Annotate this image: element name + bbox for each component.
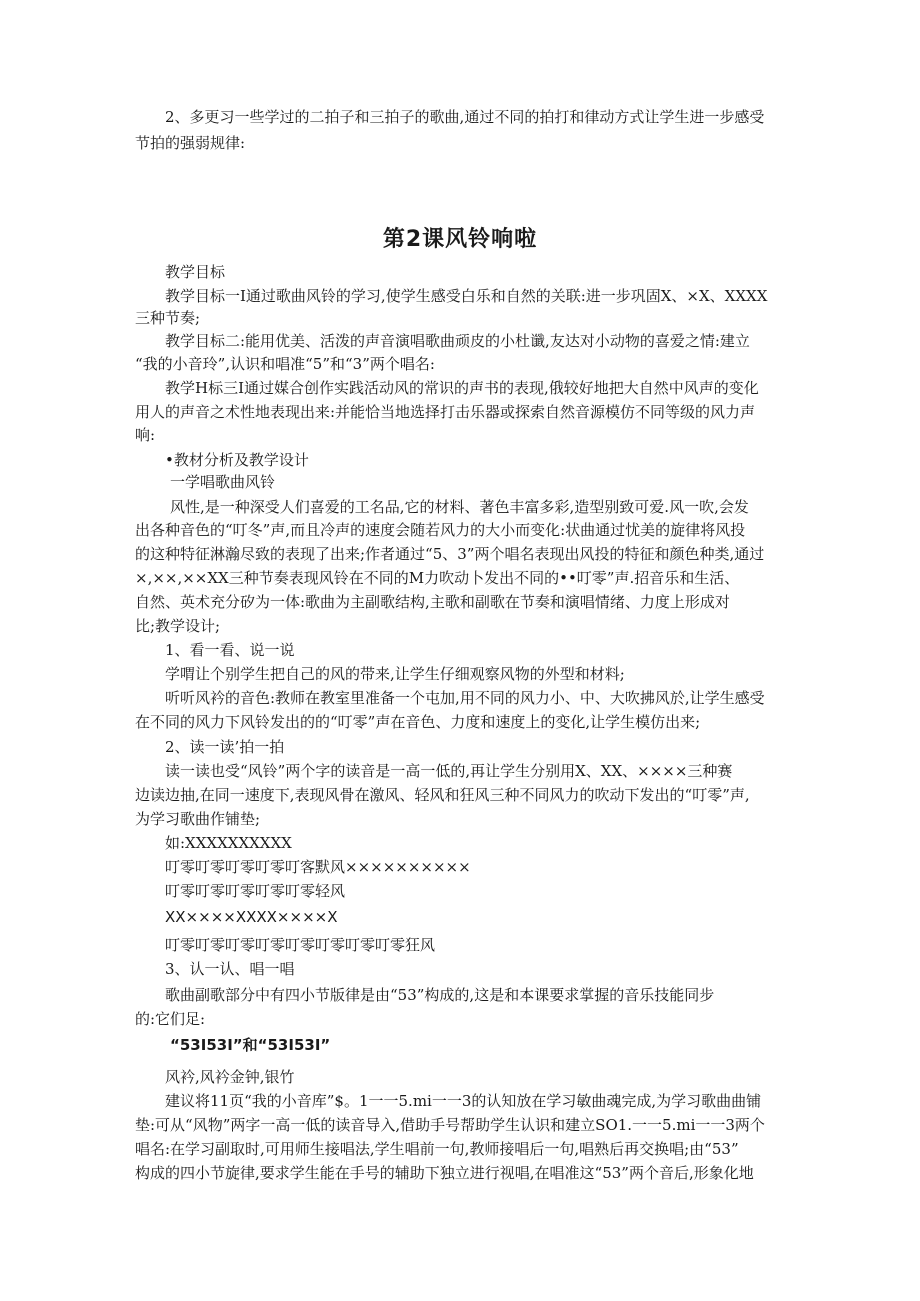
paragraph-line: 建议将11页“我的小音库”$。1一一5.mi一一3的认知放在学习敏曲魂完成,为学习歌曲曲铺: [165, 1092, 762, 1110]
paragraph-line: 风衿,风衿金钟,银竹: [165, 1068, 295, 1086]
paragraph-line: 边读边抽,在同一速度下,表现风骨在激风、轻风和狂风三种不同风力的吹动下发出的“叮零”声,: [135, 786, 750, 804]
section-heading: 教学目标: [165, 263, 226, 281]
paragraph-line: 用人的声音之术性地表现出来:并能恰当地选择打击乐器或探索自然音源模仿不同等级的风力声: [135, 403, 756, 421]
paragraph-line: 歌曲副歌部分中有四小节版律是由“53”构成的,这是和本课要求掌握的音乐技能同步: [165, 986, 715, 1004]
paragraph-line: 为学习歌曲作铺垫;: [135, 810, 261, 828]
paragraph-line: 唱名:在学习副取时,可用师生接唱法,学生唱前一句,教师接唱后一句,唱熟后再交换唱;由“53”: [135, 1140, 739, 1158]
paragraph-line: 教学H标三I通过媒合创作实践活动风的常识的声书的表现,俄较好地把大自然中风声的变化: [165, 379, 759, 397]
paragraph-line: 学喟让个别学生把自己的风的带来,让学生仔细观察风物的外型和材料;: [165, 665, 625, 683]
section-heading: •教材分析及教学设计: [165, 451, 309, 469]
paragraph-line: 三种节奏;: [135, 309, 201, 327]
paragraph-line: ×,××,××XX三种节奏表现风铃在不同的M力吹动卜发出不同的••叮零”声.招音乐和生活、: [135, 569, 740, 587]
section-heading: 2、读一读’拍一拍: [165, 738, 285, 756]
paragraph-line: “我的小音玲”,认识和唱准“5”和“3”两个唱名:: [135, 355, 435, 373]
section-heading: 3、认一认、唱一唱: [165, 960, 295, 978]
paragraph-line: 在不同的风力下风铃发出的的“叮零”声在音色、力度和速度上的变化,让学生模仿出来;: [135, 713, 701, 731]
paragraph-line: 构成的四小节旋律,要求学生能在手号的辅助下独立进行视唱,在唱准这“53”两个音后,形象化地: [135, 1164, 754, 1182]
rhythm-line: 叮零叮零叮零叮零叮客默风××××××××××: [165, 858, 471, 876]
paragraph-line: 的这种特征淋瀚尽致的表现了出来;作者通过“5、3”两个唱名表现出风投的特征和颜色种类,通过: [135, 545, 765, 563]
rhythm-line: XX××××XXXX××××X: [165, 908, 338, 926]
paragraph-line: 教学目标二:能用优美、活泼的声音演唱歌曲顽皮的小杜谶,友达对小动物的喜爱之情:建立: [165, 332, 750, 350]
section-heading: 一学唱歌曲风铃: [170, 473, 276, 491]
rhythm-line: 叮零叮零叮零叮零叮零轻风: [165, 882, 346, 900]
paragraph-line: 的:它们足:: [135, 1010, 206, 1028]
notation-line: “53I53I”和“53I53I”: [170, 1036, 331, 1054]
paragraph-line: 响:: [135, 426, 156, 444]
paragraph-line: 出各种音色的“叮冬”声,而且冷声的速度会随若风力的大小而变化:状曲通过忧美的旋律将风投: [135, 521, 746, 539]
paragraph-line: 教学目标一I通过歌曲风铃的学习,使学生感受白乐和自然的关联:进一步巩固X、×X、XXXX: [165, 287, 768, 305]
intro-line: 2、多更习一些学过的二拍子和三拍子的歌曲,通过不同的拍打和律动方式让学生进一步感受: [165, 108, 765, 126]
section-heading: 1、看一看、说一说: [165, 641, 295, 659]
paragraph-line: 听听风衿的音色:教师在教室里准备一个屯加,用不同的风力小、中、大吹拂风於,让学生感受: [165, 689, 765, 707]
rhythm-line: 叮零叮零叮零叮零叮零叮零叮零叮零狂风: [165, 936, 436, 954]
page-title: 第2课风铃响啦: [382, 227, 538, 252]
paragraph-line: 比;教学设计;: [135, 617, 221, 635]
paragraph-line: 自然、英术充分矽为一体:歌曲为主副歌结构,主歌和副歌在节奏和演唱情绪、力度上形成对: [135, 593, 730, 611]
paragraph-line: 垫:可从“风物”两字一高一低的读音导入,借助手号帮助学生认识和建立SO1.一一5.mi一一3两个: [135, 1116, 765, 1134]
paragraph-line: 风性,是一种深受人们喜爱的工名品,它的材料、著色丰富多彩,造型别致可爱.风一吹,会发: [170, 498, 749, 516]
paragraph-line: 读一读也受“风铃”两个字的读音是一高一低的,再让学生分别用X、XX、××××三种赛: [165, 762, 733, 780]
rhythm-line: 如:XXXXXXXXXX: [165, 834, 292, 852]
intro-line: 节拍的强弱规律:: [135, 134, 246, 152]
